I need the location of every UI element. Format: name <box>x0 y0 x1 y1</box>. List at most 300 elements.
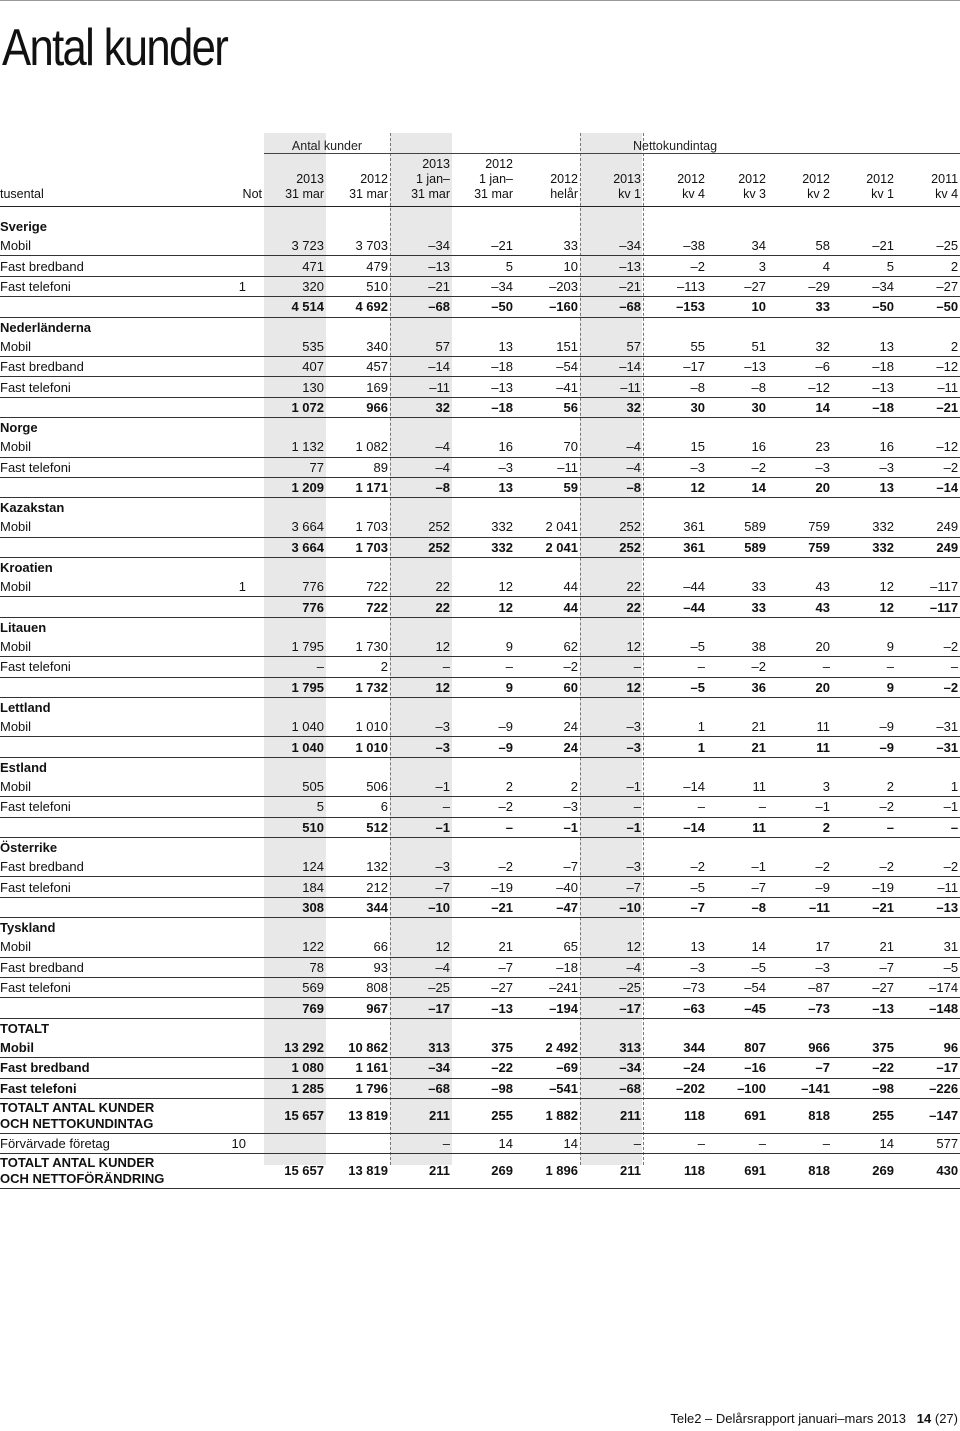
note-cell <box>220 677 264 697</box>
value-cell: –34 <box>390 1058 452 1078</box>
value-cell: 569 <box>264 977 326 997</box>
table-row <box>0 1154 960 1189</box>
value-cell: 44 <box>515 577 580 597</box>
value-cell: –31 <box>896 737 960 757</box>
value-cell: –2 <box>768 857 832 877</box>
column-header-line: 2013 <box>296 172 324 186</box>
row-label <box>0 998 220 1018</box>
section-label: Nederländerna <box>0 319 92 335</box>
value-cell: –19 <box>832 877 896 897</box>
table-body <box>0 207 960 1189</box>
value-cell: –1 <box>580 817 643 837</box>
table-row <box>0 1098 960 1133</box>
value-cell: 430 <box>896 1154 960 1189</box>
page-footer <box>670 1411 958 1426</box>
value-cell: –203 <box>515 276 580 296</box>
row-label <box>0 597 220 617</box>
value-cell: –2 <box>896 637 960 657</box>
value-cell: – <box>452 817 515 837</box>
value-cell: 313 <box>580 1038 643 1058</box>
value-cell: 1 285 <box>264 1078 326 1098</box>
value-cell: 10 862 <box>326 1038 390 1058</box>
value-cell: –21 <box>390 276 452 296</box>
value-cell: 3 <box>707 256 768 276</box>
value-cell: –5 <box>643 877 707 897</box>
row-label: Mobil <box>0 777 220 797</box>
value-cell: 13 <box>452 477 515 497</box>
value-cell: –12 <box>768 377 832 397</box>
value-cell: 96 <box>896 1038 960 1058</box>
value-cell: 12 <box>832 597 896 617</box>
note-cell <box>220 637 264 657</box>
value-cell: –2 <box>515 657 580 677</box>
value-cell: 15 657 <box>264 1154 326 1189</box>
value-cell: –3 <box>580 717 643 737</box>
value-cell: 1 <box>896 777 960 797</box>
note-cell <box>220 537 264 557</box>
value-cell: –18 <box>452 356 515 376</box>
value-cell: 130 <box>264 377 326 397</box>
table-row <box>0 957 960 977</box>
note-cell <box>220 1154 264 1189</box>
value-cell: –47 <box>515 897 580 917</box>
value-cell: –7 <box>452 957 515 977</box>
value-cell: 344 <box>643 1038 707 1058</box>
value-cell: 70 <box>515 437 580 457</box>
value-cell: –2 <box>832 857 896 877</box>
value-cell: 1 040 <box>264 737 326 757</box>
value-cell: –3 <box>643 957 707 977</box>
value-cell: –22 <box>832 1058 896 1078</box>
value-cell: –13 <box>832 377 896 397</box>
value-cell: 36 <box>707 677 768 697</box>
value-cell: 32 <box>768 337 832 357</box>
value-cell: 506 <box>326 777 390 797</box>
column-header-line: 2012 <box>866 172 894 186</box>
value-cell: 722 <box>326 577 390 597</box>
value-cell: 818 <box>768 1154 832 1189</box>
column-header <box>515 154 580 207</box>
group-header-customers: Antal kunder <box>264 133 390 154</box>
column-header-line: 2011 <box>931 172 959 186</box>
value-cell: 14 <box>515 1133 580 1153</box>
value-cell: –141 <box>768 1078 832 1098</box>
note-cell <box>220 356 264 376</box>
value-cell: 12 <box>452 597 515 617</box>
value-cell: 11 <box>707 777 768 797</box>
value-cell: –73 <box>643 977 707 997</box>
table-row <box>0 577 960 597</box>
table-row <box>0 517 960 537</box>
value-cell: 12 <box>390 677 452 697</box>
value-cell: –21 <box>832 897 896 917</box>
value-cell: 13 <box>643 937 707 957</box>
value-cell: –7 <box>768 1058 832 1078</box>
column-header-line: 2012 <box>738 172 766 186</box>
value-cell: 269 <box>452 1154 515 1189</box>
value-cell: 16 <box>832 437 896 457</box>
value-cell: –7 <box>832 957 896 977</box>
note-cell <box>220 256 264 276</box>
value-cell: 12 <box>390 637 452 657</box>
value-cell: 9 <box>452 637 515 657</box>
value-cell: 11 <box>768 717 832 737</box>
value-cell: –2 <box>452 797 515 817</box>
value-cell: –8 <box>390 477 452 497</box>
value-cell: 1 795 <box>264 637 326 657</box>
value-cell: – <box>768 1133 832 1153</box>
column-header <box>0 154 220 207</box>
value-cell: – <box>768 657 832 677</box>
value-cell: 20 <box>768 637 832 657</box>
note-cell <box>220 1078 264 1098</box>
column-header-line: kv 4 <box>935 187 959 201</box>
value-cell: 89 <box>326 457 390 477</box>
value-cell: –113 <box>643 276 707 296</box>
value-cell: 62 <box>515 637 580 657</box>
value-cell: 15 <box>643 437 707 457</box>
value-cell: –1 <box>515 817 580 837</box>
value-cell: –148 <box>896 998 960 1018</box>
section-row <box>0 837 960 857</box>
value-cell: 14 <box>452 1133 515 1153</box>
value-cell: –1 <box>768 797 832 817</box>
value-cell: –68 <box>580 1078 643 1098</box>
table-row <box>0 977 960 997</box>
value-cell: 33 <box>768 297 832 317</box>
value-cell: –2 <box>896 857 960 877</box>
value-cell: –2 <box>896 457 960 477</box>
column-header-line: 2012 <box>360 172 388 186</box>
page-title: Antal kunder <box>2 19 228 77</box>
column-header <box>707 154 768 207</box>
value-cell: –69 <box>515 1058 580 1078</box>
row-label: Mobil <box>0 437 220 457</box>
value-cell: –12 <box>896 437 960 457</box>
column-header-line: 2013 <box>613 172 641 186</box>
value-cell: –1 <box>390 817 452 837</box>
row-label: Fast bredband <box>0 857 220 877</box>
column-header-line: kv 2 <box>807 187 830 201</box>
note-cell <box>220 397 264 417</box>
value-cell: – <box>580 797 643 817</box>
value-cell: 807 <box>707 1038 768 1058</box>
value-cell: –18 <box>832 397 896 417</box>
value-cell: 38 <box>707 637 768 657</box>
table-row <box>0 857 960 877</box>
value-cell: 211 <box>390 1098 452 1133</box>
value-cell: –34 <box>580 236 643 256</box>
note-cell <box>220 1058 264 1078</box>
row-label <box>0 297 220 317</box>
value-cell: –14 <box>580 356 643 376</box>
value-cell: –50 <box>832 297 896 317</box>
subtotal-row <box>0 817 960 837</box>
value-cell: –27 <box>452 977 515 997</box>
value-cell: –21 <box>452 897 515 917</box>
value-cell: –10 <box>580 897 643 917</box>
value-cell: – <box>707 797 768 817</box>
section-label: Sverige <box>0 219 47 234</box>
value-cell: 1 072 <box>264 397 326 417</box>
value-cell: 93 <box>326 957 390 977</box>
table-row <box>0 1078 960 1098</box>
value-cell: 22 <box>580 577 643 597</box>
value-cell: 59 <box>515 477 580 497</box>
value-cell: 1 882 <box>515 1098 580 1133</box>
value-cell: –7 <box>390 877 452 897</box>
subtotal-row <box>0 737 960 757</box>
table-row <box>0 657 960 677</box>
value-cell: 2 <box>452 777 515 797</box>
value-cell: 471 <box>264 256 326 276</box>
value-cell: –3 <box>643 457 707 477</box>
column-header-line: 1 jan– <box>478 172 513 186</box>
value-cell: –8 <box>707 897 768 917</box>
row-label-line: OCH NETTOKUNDINTAG <box>0 1115 154 1131</box>
value-cell: –17 <box>390 998 452 1018</box>
value-cell: 21 <box>452 937 515 957</box>
value-cell: 4 692 <box>326 297 390 317</box>
value-cell: 3 664 <box>264 537 326 557</box>
value-cell: –1 <box>580 777 643 797</box>
value-cell: –45 <box>707 998 768 1018</box>
value-cell: 313 <box>390 1038 452 1058</box>
column-header-line: Not <box>242 187 262 201</box>
note-cell <box>220 777 264 797</box>
value-cell: 2 <box>896 337 960 357</box>
value-cell: –202 <box>643 1078 707 1098</box>
section-row <box>0 217 960 236</box>
value-cell: –7 <box>515 857 580 877</box>
note-cell <box>220 236 264 256</box>
value-cell: –3 <box>515 797 580 817</box>
value-cell: 17 <box>768 937 832 957</box>
value-cell: 252 <box>390 537 452 557</box>
value-cell: –9 <box>768 877 832 897</box>
value-cell: 505 <box>264 777 326 797</box>
value-cell: –27 <box>896 276 960 296</box>
value-cell: 9 <box>452 677 515 697</box>
value-cell: – <box>832 657 896 677</box>
value-cell: 57 <box>580 337 643 357</box>
value-cell: –4 <box>580 457 643 477</box>
value-cell <box>264 1133 326 1153</box>
section-row <box>0 317 960 337</box>
column-header <box>220 154 264 207</box>
column-header-line: 2012 <box>677 172 705 186</box>
value-cell: 332 <box>452 537 515 557</box>
value-cell: – <box>896 817 960 837</box>
value-cell: 184 <box>264 877 326 897</box>
value-cell: –98 <box>452 1078 515 1098</box>
value-cell: 12 <box>452 577 515 597</box>
value-cell: 1 <box>643 737 707 757</box>
page-total: (27) <box>934 1411 958 1426</box>
value-cell: 1 040 <box>264 717 326 737</box>
value-cell: –63 <box>643 998 707 1018</box>
value-cell: 252 <box>580 537 643 557</box>
value-cell: –5 <box>643 637 707 657</box>
row-label: Mobil <box>0 1038 220 1058</box>
value-cell: 211 <box>390 1154 452 1189</box>
note-cell <box>220 877 264 897</box>
note-cell <box>220 1038 264 1058</box>
value-cell: 33 <box>707 597 768 617</box>
row-label <box>0 1154 220 1189</box>
value-cell: –2 <box>643 857 707 877</box>
value-cell: 13 819 <box>326 1098 390 1133</box>
value-cell: 169 <box>326 377 390 397</box>
row-label-line: TOTALT ANTAL KUNDER <box>0 1099 155 1115</box>
value-cell: –44 <box>643 577 707 597</box>
table-row <box>0 637 960 657</box>
value-cell: 32 <box>580 397 643 417</box>
value-cell: –11 <box>390 377 452 397</box>
value-cell: –3 <box>832 457 896 477</box>
value-cell: 151 <box>515 337 580 357</box>
note-cell <box>220 737 264 757</box>
note-cell <box>220 457 264 477</box>
value-cell: –14 <box>896 477 960 497</box>
value-cell: –17 <box>896 1058 960 1078</box>
footer-text: Tele2 – Delårsrapport januari–mars 2013 <box>670 1411 906 1426</box>
value-cell: 13 <box>832 477 896 497</box>
row-label: Mobil <box>0 717 220 737</box>
value-cell: –153 <box>643 297 707 317</box>
note-cell <box>220 957 264 977</box>
column-header-line: 1 jan– <box>415 172 450 186</box>
value-cell: –21 <box>580 276 643 296</box>
value-cell: 2 041 <box>515 517 580 537</box>
value-cell: –13 <box>452 377 515 397</box>
value-cell: –68 <box>390 297 452 317</box>
value-cell: –24 <box>643 1058 707 1078</box>
table-row <box>0 356 960 376</box>
table-row <box>0 457 960 477</box>
value-cell: 1 703 <box>326 517 390 537</box>
value-cell: 12 <box>390 937 452 957</box>
value-cell: –7 <box>580 877 643 897</box>
row-label: Fast telefoni <box>0 977 220 997</box>
spacer-row <box>0 207 960 218</box>
customer-table-wrap <box>0 133 960 1189</box>
value-cell: 22 <box>580 597 643 617</box>
value-cell: –27 <box>832 977 896 997</box>
column-header <box>326 154 390 207</box>
value-cell: –2 <box>707 457 768 477</box>
value-cell: 769 <box>264 998 326 1018</box>
value-cell: –1 <box>896 797 960 817</box>
value-cell: –3 <box>390 737 452 757</box>
table-row <box>0 256 960 276</box>
value-cell: 1 080 <box>264 1058 326 1078</box>
value-cell: –117 <box>896 597 960 617</box>
value-cell: 1 <box>643 717 707 737</box>
value-cell: 118 <box>643 1098 707 1133</box>
value-cell: –100 <box>707 1078 768 1098</box>
row-label: Mobil <box>0 577 220 597</box>
row-label <box>0 737 220 757</box>
value-cell: 252 <box>580 517 643 537</box>
value-cell: –18 <box>452 397 515 417</box>
section-label: Estland <box>0 759 47 775</box>
value-cell: 13 <box>452 337 515 357</box>
value-cell: 118 <box>643 1154 707 1189</box>
value-cell: –17 <box>580 998 643 1018</box>
value-cell: 776 <box>264 577 326 597</box>
value-cell: 12 <box>580 637 643 657</box>
value-cell: 13 <box>832 337 896 357</box>
value-cell: –11 <box>768 897 832 917</box>
column-header-line: 31 mar <box>285 187 324 201</box>
value-cell: 510 <box>264 817 326 837</box>
value-cell: –50 <box>896 297 960 317</box>
value-cell: 44 <box>515 597 580 617</box>
value-cell: –13 <box>390 256 452 276</box>
value-cell: 249 <box>896 537 960 557</box>
value-cell: 16 <box>452 437 515 457</box>
value-cell: 30 <box>643 397 707 417</box>
value-cell: 759 <box>768 537 832 557</box>
section-row <box>0 918 960 938</box>
value-cell: 10 <box>515 256 580 276</box>
note-cell <box>220 937 264 957</box>
row-label: Mobil <box>0 937 220 957</box>
row-label <box>0 477 220 497</box>
table-row <box>0 236 960 256</box>
value-cell: –4 <box>390 457 452 477</box>
value-cell: –7 <box>707 877 768 897</box>
value-cell: –9 <box>832 737 896 757</box>
value-cell: 2 041 <box>515 537 580 557</box>
column-header <box>390 154 452 207</box>
table-row <box>0 1133 960 1153</box>
value-cell: 535 <box>264 337 326 357</box>
section-row <box>0 698 960 718</box>
value-cell: –9 <box>452 737 515 757</box>
column-header-line: helår <box>550 187 578 201</box>
value-cell: –9 <box>832 717 896 737</box>
value-cell: 43 <box>768 597 832 617</box>
value-cell: –31 <box>896 717 960 737</box>
note-cell <box>220 597 264 617</box>
table-row <box>0 276 960 296</box>
row-label <box>0 1098 220 1133</box>
value-cell: – <box>390 1133 452 1153</box>
value-cell: –8 <box>580 477 643 497</box>
note-cell <box>220 517 264 537</box>
value-cell: 12 <box>643 477 707 497</box>
value-cell: 212 <box>326 877 390 897</box>
value-cell: –5 <box>896 957 960 977</box>
row-label: Fast telefoni <box>0 457 220 477</box>
value-cell: 9 <box>832 637 896 657</box>
value-cell: –160 <box>515 297 580 317</box>
value-cell: 344 <box>326 897 390 917</box>
note-cell <box>220 897 264 917</box>
value-cell: 211 <box>580 1154 643 1189</box>
value-cell: 60 <box>515 677 580 697</box>
value-cell: –27 <box>707 276 768 296</box>
column-header <box>643 154 707 207</box>
value-cell: –21 <box>452 236 515 256</box>
note-cell <box>220 717 264 737</box>
section-row <box>0 498 960 518</box>
value-cell: –54 <box>515 356 580 376</box>
top-rule <box>0 0 960 1</box>
value-cell: – <box>896 657 960 677</box>
